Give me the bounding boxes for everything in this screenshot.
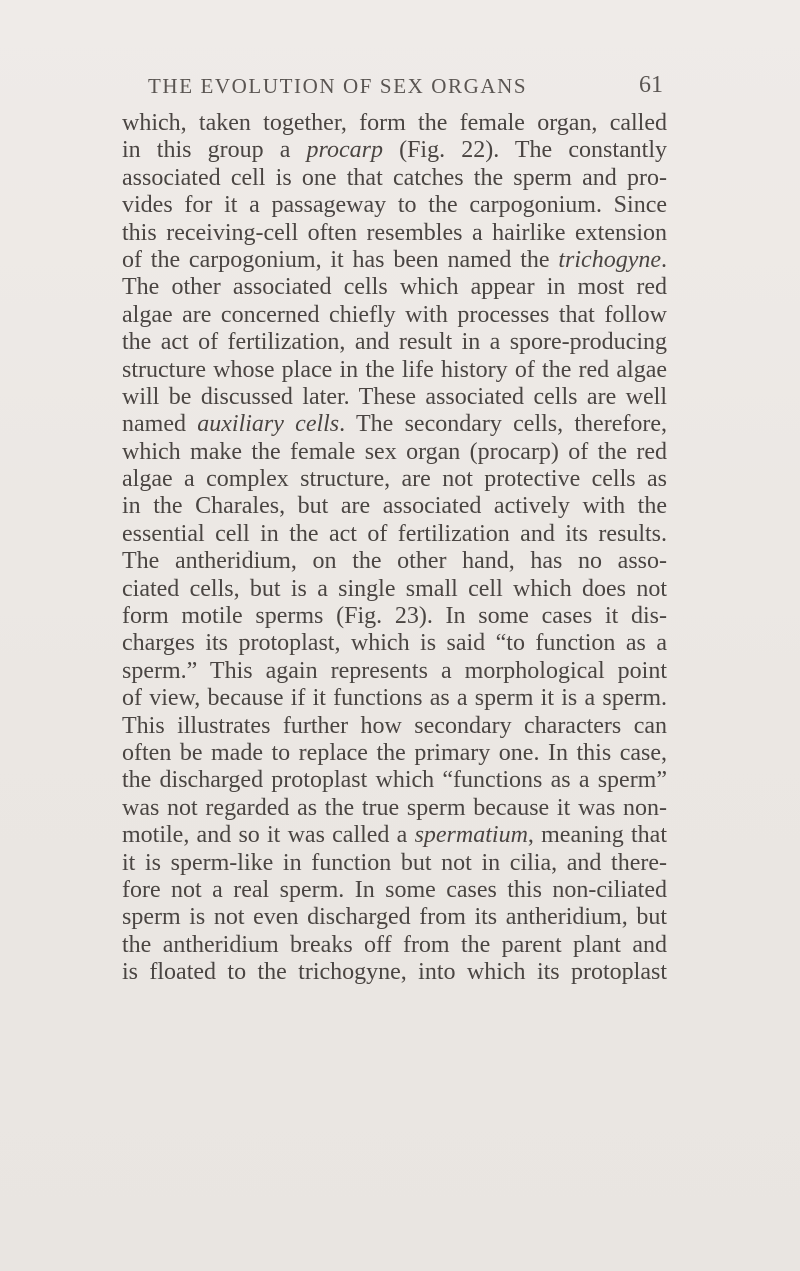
text-run: essential cell in the act of fertilization and its results. bbox=[122, 520, 667, 547]
text-line bbox=[122, 630, 667, 657]
text-line bbox=[122, 302, 667, 329]
text-line bbox=[122, 411, 667, 438]
text-run: is floated to the trichogyne, into which its protoplast bbox=[122, 959, 667, 986]
text-run: the antheridium breaks off from the parent plant and bbox=[122, 931, 667, 958]
text-line bbox=[122, 795, 667, 822]
text-line bbox=[122, 357, 667, 384]
italic-term: procarp bbox=[306, 137, 383, 164]
running-head bbox=[122, 68, 667, 102]
text-run: will be discussed later. These associated cells are well bbox=[122, 383, 667, 410]
text-run: algae a complex structure, are not protective cells as bbox=[122, 466, 667, 493]
text-run: of the carpogonium, it has been named the bbox=[122, 246, 559, 273]
italic-term: spermatium bbox=[414, 822, 528, 849]
text-line bbox=[122, 822, 667, 849]
text-run: . bbox=[661, 246, 667, 273]
text-run: vides for it a passageway to the carpogonium. Since bbox=[122, 192, 667, 219]
text-line bbox=[122, 110, 667, 137]
text-run: ciated cells, but is a single small cell which does not bbox=[122, 575, 667, 602]
text-line bbox=[122, 959, 667, 986]
text-line bbox=[122, 877, 667, 904]
text-line bbox=[122, 220, 667, 247]
text-line bbox=[122, 548, 667, 575]
text-run: in the Charales, but are associated actively with the bbox=[122, 493, 667, 520]
text-line bbox=[122, 603, 667, 630]
page-number: 61 bbox=[639, 72, 663, 98]
text-line bbox=[122, 247, 667, 274]
text-line bbox=[122, 932, 667, 959]
text-run: of view, because if it functions as a sperm it is a sperm. bbox=[122, 685, 667, 712]
text-run: This illustrates further how secondary characters can bbox=[122, 712, 667, 739]
text-run: named bbox=[122, 411, 198, 438]
italic-term: trichogyne bbox=[558, 246, 661, 273]
text-run: sperm is not even discharged from its antheridium, but bbox=[122, 904, 667, 931]
text-run: which, taken together, form the female organ, called bbox=[122, 110, 667, 136]
text-run: (Fig. 22). The constantly bbox=[382, 137, 667, 164]
text-run: it is sperm-like in function but not in cilia, and there- bbox=[122, 849, 667, 876]
text-run: was not regarded as the true sperm because it was non- bbox=[122, 794, 667, 821]
text-line bbox=[122, 767, 667, 794]
text-run: sperm.” This again represents a morphological point bbox=[122, 657, 667, 684]
text-line bbox=[122, 329, 667, 356]
text-line bbox=[122, 439, 667, 466]
text-run: form motile sperms (Fig. 23). In some cases it dis- bbox=[122, 603, 667, 630]
running-title: THE EVOLUTION OF SEX ORGANS bbox=[148, 74, 528, 98]
text-run: algae are concerned chiefly with processes that follow bbox=[122, 301, 667, 328]
text-run: this receiving-cell often resembles a hairlike extension bbox=[122, 219, 667, 246]
text-line bbox=[122, 850, 667, 877]
body-text bbox=[122, 110, 667, 987]
text-line bbox=[122, 466, 667, 493]
text-run: the discharged protoplast which “functions as a sperm” bbox=[122, 767, 667, 794]
text-run: which make the female sex organ (procarp) of the red bbox=[122, 438, 667, 465]
text-run: structure whose place in the life history of the red algae bbox=[122, 356, 667, 383]
text-run: charges its protoplast, which is said “to function as a bbox=[122, 630, 667, 657]
text-run: , meaning that bbox=[527, 822, 668, 849]
text-line bbox=[122, 521, 667, 548]
italic-term: auxiliary cells bbox=[197, 411, 340, 438]
text-run: the act of fertilization, and result in a spore-producing bbox=[122, 329, 667, 356]
text-line bbox=[122, 493, 667, 520]
text-line bbox=[122, 904, 667, 931]
text-line bbox=[122, 274, 667, 301]
text-run: The other associated cells which appear in most red bbox=[122, 274, 667, 301]
text-line bbox=[122, 192, 667, 219]
text-run: fore not a real sperm. In some cases this non-ciliated bbox=[122, 876, 667, 903]
text-run: . The secondary cells, therefore, bbox=[339, 411, 667, 438]
text-line bbox=[122, 137, 667, 164]
text-line bbox=[122, 685, 667, 712]
text-line bbox=[122, 713, 667, 740]
text-run: often be made to replace the primary one. In this case, bbox=[122, 739, 667, 766]
text-run: The antheridium, on the other hand, has no asso- bbox=[122, 548, 667, 575]
text-line bbox=[122, 658, 667, 685]
text-line bbox=[122, 740, 667, 767]
text-run: associated cell is one that catches the sperm and pro- bbox=[122, 164, 667, 191]
text-run: in this group a bbox=[122, 137, 307, 164]
text-run: motile, and so it was called a bbox=[122, 822, 415, 849]
text-line bbox=[122, 384, 667, 411]
text-line bbox=[122, 165, 667, 192]
text-line bbox=[122, 576, 667, 603]
